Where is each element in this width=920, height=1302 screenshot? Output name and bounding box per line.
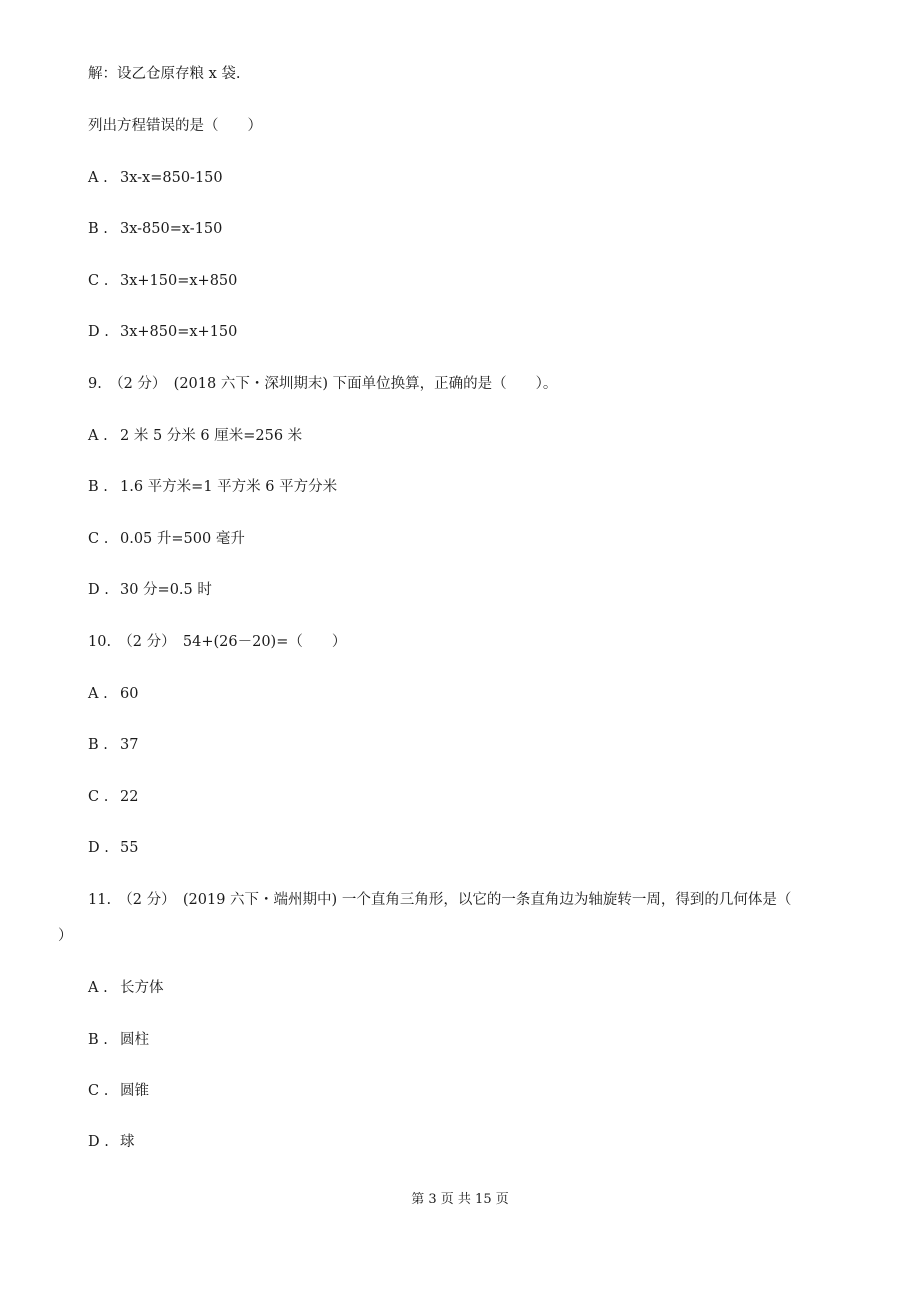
option-text: 30 分=0.5 时 [120,582,212,598]
option-letter: D . [88,324,109,340]
option-a [88,168,223,188]
option-letter: D . [88,1134,109,1150]
option-text: 1.6 平方米=1 平方米 6 平方分米 [120,479,338,495]
option-text: 55 [120,840,139,856]
option-letter: C . [88,1083,109,1099]
option-text: 长方体 [120,980,164,996]
q10-option-b [88,735,138,755]
option-letter: A . [88,170,108,186]
option-text: 3x-x=850-150 [120,170,223,186]
q11-option-b [88,1030,149,1050]
q9-option-d [88,580,212,600]
q9-option-c [88,529,245,549]
option-letter: C . [88,789,109,805]
option-letter: A . [88,428,108,444]
question-11-stem-continuation: ） [58,928,73,944]
option-b [88,219,222,239]
option-text: 60 [120,686,139,702]
option-letter: C . [88,531,109,547]
q10-option-a [88,684,138,704]
q10-option-d [88,838,138,858]
option-letter: B . [88,737,108,753]
page-footer: 第 3 页 共 15 页 [411,1192,509,1207]
q9-option-a [88,426,302,446]
option-letter: C . [88,273,109,289]
option-text: 3x+850=x+150 [120,324,238,340]
question-9-stem: 9. （2 分） (2018 六下・深圳期末) 下面单位换算，正确的是（ ）。 [88,376,558,392]
question-11-stem: 11. （2 分） (2019 六下・端州期中) 一个直角三角形，以它的一条直角边为轴旋转一周，得到的几何体是（ [88,892,792,908]
option-d [88,322,237,342]
q11-option-d [88,1132,135,1152]
q11-option-a [88,978,164,998]
question-10-stem: 10. （2 分） 54+(26－20)=（ ） [88,634,347,650]
option-text: 37 [120,737,139,753]
q9-option-b [88,477,337,497]
option-text: 2 米 5 分米 6 厘米=256 米 [120,428,303,444]
option-text: 3x+150=x+850 [120,273,238,289]
question-prompt: 列出方程错误的是（ ） [88,118,262,134]
option-letter: D . [88,582,109,598]
option-letter: A . [88,980,108,996]
option-letter: B . [88,479,108,495]
option-text: 22 [120,789,139,805]
option-letter: B . [88,221,108,237]
option-text: 圆柱 [120,1032,149,1048]
option-letter: A . [88,686,108,702]
q11-option-c [88,1081,149,1101]
option-letter: B . [88,1032,108,1048]
option-text: 圆锥 [120,1083,149,1099]
solution-line: 解：设乙仓原存粮 x 袋. [88,66,241,82]
q10-option-c [88,787,138,807]
option-c [88,271,237,291]
option-text: 3x-850=x-150 [120,221,223,237]
option-text: 球 [120,1134,135,1150]
option-letter: D . [88,840,109,856]
option-text: 0.05 升=500 毫升 [120,531,245,547]
